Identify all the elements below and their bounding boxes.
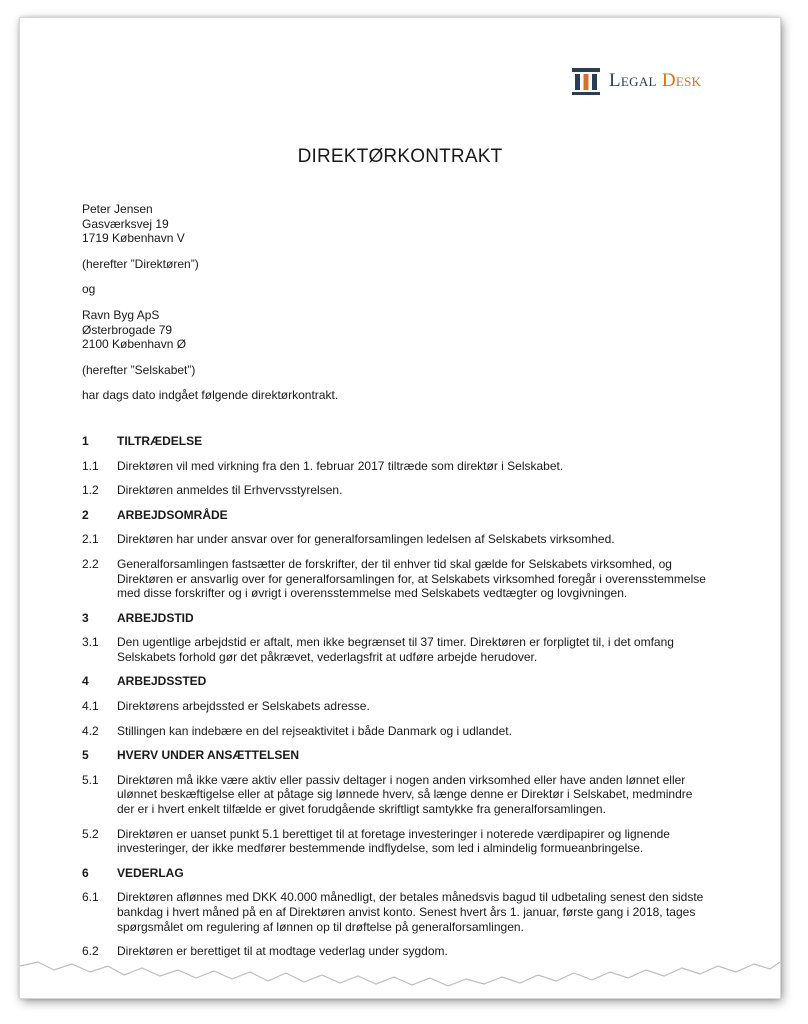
director-street: Gasværksvej 19 xyxy=(82,216,169,231)
section-2 xyxy=(82,508,712,601)
section-heading xyxy=(82,508,712,523)
clause-text: Direktøren er berettiget til at modtage vederlag under sygdom. xyxy=(117,944,448,959)
section-title: ARBEJDSOMRÅDE xyxy=(117,507,228,522)
director-city: 1719 København V xyxy=(82,231,185,246)
document-title: DIREKTØRKONTRAKT xyxy=(297,146,503,167)
clause-number: 5.2 xyxy=(82,826,99,841)
company-address xyxy=(82,308,712,352)
section-number: 1 xyxy=(82,433,89,448)
section-title: VEDERLAG xyxy=(117,865,184,880)
clause-text: Direktøren aflønnes med DKK 40.000 månedligt, der betales månedsvis bagud til udbetaling senest den sidste bankdag i hvert måned på en af Direktøren anvist konto. Senest hvert års 1. januar, første gang i 2018, tages spørgsmålet om regulering af lønnen op til drøftelse på generalforsamlingen. xyxy=(117,890,704,934)
section-5 xyxy=(82,748,712,856)
intro-sentence: har dags dato indgået følgende direktørkontrakt. xyxy=(82,388,339,403)
section-heading xyxy=(82,866,712,881)
clause-text: Direktøren har under ansvar over for generalforsamlingen ledelsen af Selskabets virksomhed. xyxy=(117,532,615,547)
company-city: 2100 København Ø xyxy=(82,337,187,352)
section-4 xyxy=(82,674,712,738)
section-number: 4 xyxy=(82,674,89,689)
section-heading xyxy=(82,748,712,763)
clause xyxy=(82,459,712,474)
clause xyxy=(82,635,712,664)
document-page xyxy=(20,18,780,998)
clause xyxy=(82,532,712,547)
clause xyxy=(82,483,712,498)
director-address xyxy=(82,202,712,246)
director-designation: (herefter ”Direktøren”) xyxy=(82,256,199,271)
conjunction: og xyxy=(82,282,96,297)
clause-number: 2.1 xyxy=(82,532,99,547)
director-name: Peter Jensen xyxy=(82,202,153,216)
clause-text: Direktøren anmeldes til Erhvervsstyrelsen. xyxy=(117,483,343,498)
clause-text: Direktøren er uanset punkt 5.1 berettiget til at foretage investeringer i noterede værdipapirer og lignende investeringer, der ikke medfører bestemmende indflydelse, som led i almindelig formueanbringelse. xyxy=(117,826,670,856)
clause xyxy=(82,827,712,856)
section-title: HVERV UNDER ANSÆTTELSEN xyxy=(117,748,300,763)
section-3 xyxy=(82,611,712,665)
section-number: 2 xyxy=(82,507,89,522)
company-name: Ravn Byg ApS xyxy=(82,307,160,322)
section-number: 3 xyxy=(82,610,89,625)
document-body xyxy=(82,202,712,969)
clause-number: 4.2 xyxy=(82,723,99,738)
clause-text: Direktørens arbejdssted er Selskabets adresse. xyxy=(117,699,370,714)
section-heading xyxy=(82,434,712,449)
clause-number: 1.2 xyxy=(82,483,99,498)
clause-text: Generalforsamlingen fastsætter de forskrifter, der til enhver tid skal gælde for Selskabets virksomhed, og Direktøren er ansvarlig over for generalforsamlingen for, at Selskabets virksomhed foregår i overensstemmelse med disse forskrifter og i øvrigt i overensstemmelse med Selskabets vedtægter og lovgivningen. xyxy=(117,556,706,601)
clause-number: 6.1 xyxy=(82,890,99,905)
clause-number: 2.2 xyxy=(82,556,99,571)
clause-number: 6.2 xyxy=(82,944,99,959)
section-1 xyxy=(82,434,712,498)
clause xyxy=(82,699,712,714)
company-street: Østerbrogade 79 xyxy=(82,322,173,337)
clause-text: Direktøren må ikke være aktiv eller passiv deltager i nogen anden virksomhed eller have anden lønnet eller ulønnet beskæftigelse eller at påtage sig lønnede hverv, så længe denne er Direktør i Selskabet, medmindre der er i hvert enkelt tilfælde er givet forudgående skriftligt samtykke fra generalforsamlingen. xyxy=(117,772,693,817)
clause-number: 3.1 xyxy=(82,635,99,650)
section-number: 6 xyxy=(82,865,89,880)
section-title: TILTRÆDELSE xyxy=(117,433,203,448)
section-heading xyxy=(82,674,712,689)
torn-paper-edge xyxy=(20,926,780,998)
logo-word-desk: Desk xyxy=(661,70,702,91)
clause xyxy=(82,724,712,739)
section-title: ARBEJDSSTED xyxy=(117,674,207,689)
clause-text: Den ugentlige arbejdstid er aftalt, men ikke begrænset til 37 timer. Direktøren er forpligtet til, i det omfang Selskabets forhold gør det påkrævet, vederlagsfrit at udføre arbejde herudover. xyxy=(117,635,674,664)
company-designation: (herefter ”Selskabet”) xyxy=(82,362,196,377)
clause-number: 4.1 xyxy=(82,699,99,714)
clause-number: 5.1 xyxy=(82,772,99,787)
clause-number: 1.1 xyxy=(82,458,99,473)
logo-word-legal: Legal xyxy=(609,70,657,91)
clause-text: Direktøren vil med virkning fra den 1. februar 2017 tiltræde som direktør i Selskabet. xyxy=(117,458,564,473)
section-number: 5 xyxy=(82,748,89,763)
pillar-logo-icon xyxy=(571,66,601,96)
clause xyxy=(82,773,712,817)
clause xyxy=(82,557,712,601)
brand-logo xyxy=(571,66,701,96)
section-title: ARBEJDSTID xyxy=(117,610,194,625)
section-heading xyxy=(82,611,712,626)
clause-text: Stillingen kan indebære en del rejseaktivitet i både Danmark og i udlandet. xyxy=(117,723,512,738)
